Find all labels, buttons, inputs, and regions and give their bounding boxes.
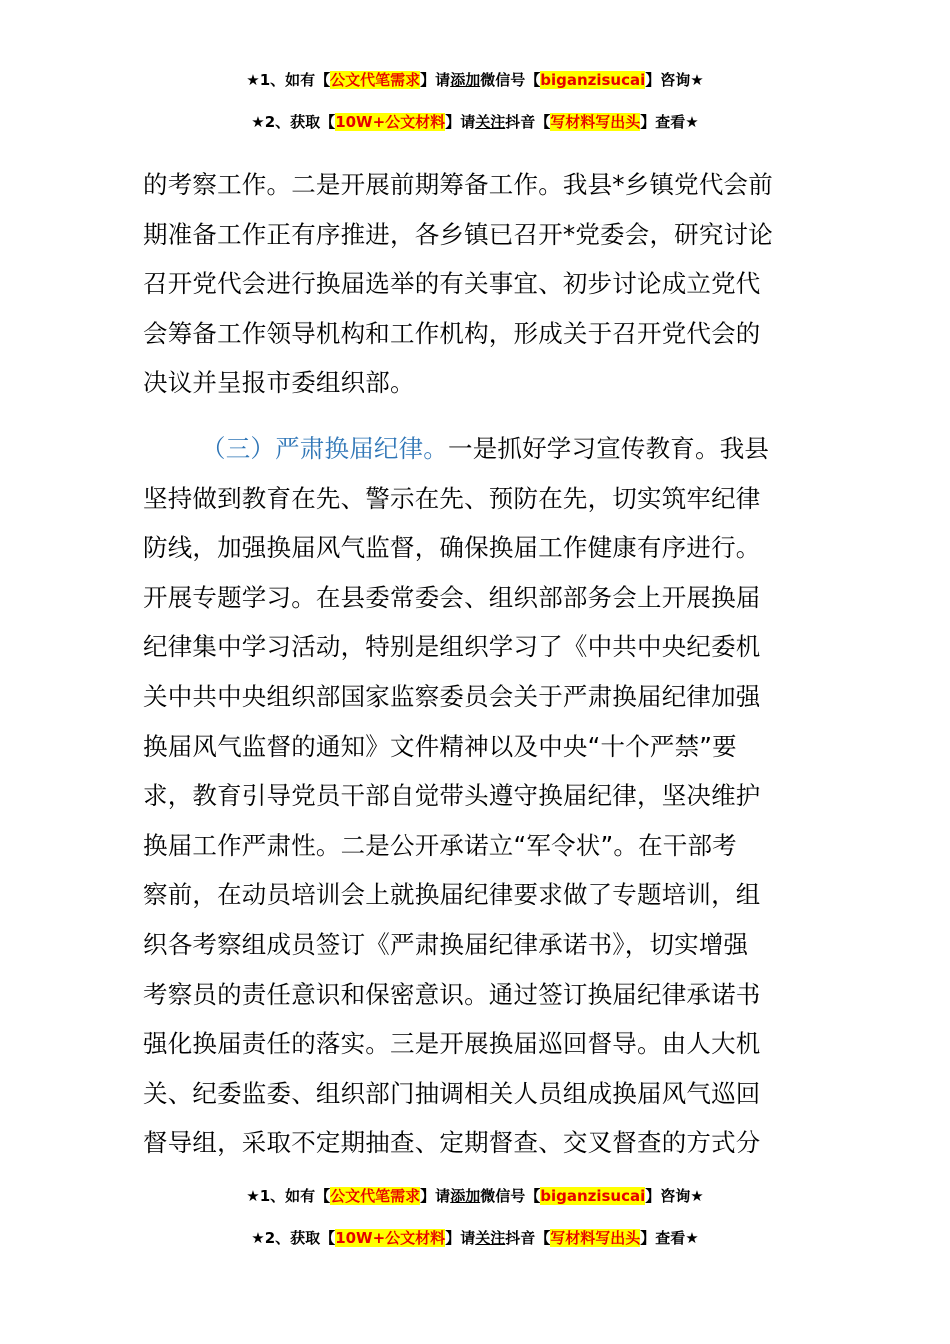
text-line: 坚持做到教育在先、警示在先、预防在先，切实筑牢纪律	[143, 483, 761, 513]
banner-text: 】请	[445, 113, 476, 131]
paragraph-spacer	[143, 408, 823, 424]
text-line-first	[143, 424, 823, 474]
banner-prefix: ★2、获取【	[251, 1229, 336, 1247]
text-line: 换届工作严肃性。二是公开承诺立“军令状”。在干部考	[143, 830, 737, 860]
text-line: 织各考察组成员签订《严肃换届纪律承诺书》，切实增强	[143, 929, 749, 959]
banner-highlight-douyin-id: 写材料写出头	[550, 1229, 641, 1247]
banner-prefix: ★2、获取【	[251, 113, 336, 131]
top-banner-line-1	[0, 70, 950, 90]
text-line: 召开党代会进行换届选举的有关事宜、初步讨论成立党代	[143, 269, 761, 299]
banner-text: 】请	[445, 1229, 476, 1247]
banner-text: 微信号【	[480, 1187, 541, 1205]
text-line: 求，教育引导党员干部自觉带头遵守换届纪律，坚决维护	[143, 781, 761, 811]
banner-highlight-materials: 10W+公文材料	[335, 113, 446, 131]
section-heading: （三）严肃换届纪律。	[201, 433, 448, 463]
text-line: 强化换届责任的落实。三是开展换届巡回督导。由人大机	[143, 1029, 761, 1059]
banner-prefix: ★1、如有【	[246, 71, 331, 89]
banner-highlight-materials: 10W+公文材料	[335, 1229, 446, 1247]
bottom-banner-line-2	[0, 1228, 950, 1248]
text-line: 开展专题学习。在县委常委会、组织部部务会上开展换届	[143, 582, 761, 612]
banner-emphasis: 关注	[475, 113, 506, 131]
top-banner-line-2	[0, 112, 950, 132]
banner-text: 抖音【	[505, 1229, 551, 1247]
text-line: 的考察工作。二是开展前期筹备工作。我县*乡镇党代会前	[143, 170, 773, 199]
text-line: 换届风气监督的通知》文件精神以及中央“十个严禁”要	[143, 731, 737, 761]
banner-prefix: ★1、如有【	[246, 1187, 331, 1205]
banner-text: 抖音【	[505, 113, 551, 131]
banner-highlight-douyin-id: 写材料写出头	[550, 113, 641, 131]
banner-text: 】请	[420, 1187, 451, 1205]
heading-follow-text: 一是抓好学习宣传教育。我县	[448, 433, 770, 463]
bottom-banner-line-1	[0, 1186, 950, 1206]
text-line: 关、纪委监委、组织部门抽调相关人员组成换届风气巡回	[143, 1078, 761, 1108]
banner-suffix: 】查看★	[640, 1229, 699, 1247]
banner-highlight-service: 公文代笔需求	[330, 71, 421, 89]
banner-text: 】请	[420, 71, 451, 89]
text-line: 关中共中央组织部国家监察委员会关于严肃换届纪律加强	[143, 681, 761, 711]
text-line: 考察员的责任意识和保密意识。通过签订换届纪律承诺书	[143, 979, 761, 1009]
document-body	[143, 160, 823, 1168]
banner-suffix: 】咨询★	[645, 71, 704, 89]
banner-highlight-wechat-id: biganzisucai	[540, 71, 646, 89]
paragraph-1	[143, 160, 823, 408]
banner-emphasis: 添加	[450, 71, 481, 89]
text-line: 察前，在动员培训会上就换届纪律要求做了专题培训，组	[143, 880, 761, 910]
text-line: 决议并呈报市委组织部。	[143, 368, 415, 398]
banner-highlight-wechat-id: biganzisucai	[540, 1187, 646, 1205]
banner-highlight-service: 公文代笔需求	[330, 1187, 421, 1205]
paragraph-2	[143, 424, 823, 1168]
banner-emphasis: 关注	[475, 1229, 506, 1247]
text-line: 防线，加强换届风气监督，确保换届工作健康有序进行。	[143, 533, 761, 563]
banner-emphasis: 添加	[450, 1187, 481, 1205]
banner-suffix: 】咨询★	[645, 1187, 704, 1205]
text-line: 期准备工作正有序推进，各乡镇已召开*党委会，研究讨论	[143, 219, 773, 249]
text-line: 纪律集中学习活动，特别是组织学习了《中共中央纪委机	[143, 632, 761, 662]
text-line: 会筹备工作领导机构和工作机构，形成关于召开党代会的	[143, 318, 761, 348]
text-line: 督导组，采取不定期抽查、定期督查、交叉督查的方式分	[143, 1128, 761, 1158]
banner-suffix: 】查看★	[640, 113, 699, 131]
banner-text: 微信号【	[480, 71, 541, 89]
